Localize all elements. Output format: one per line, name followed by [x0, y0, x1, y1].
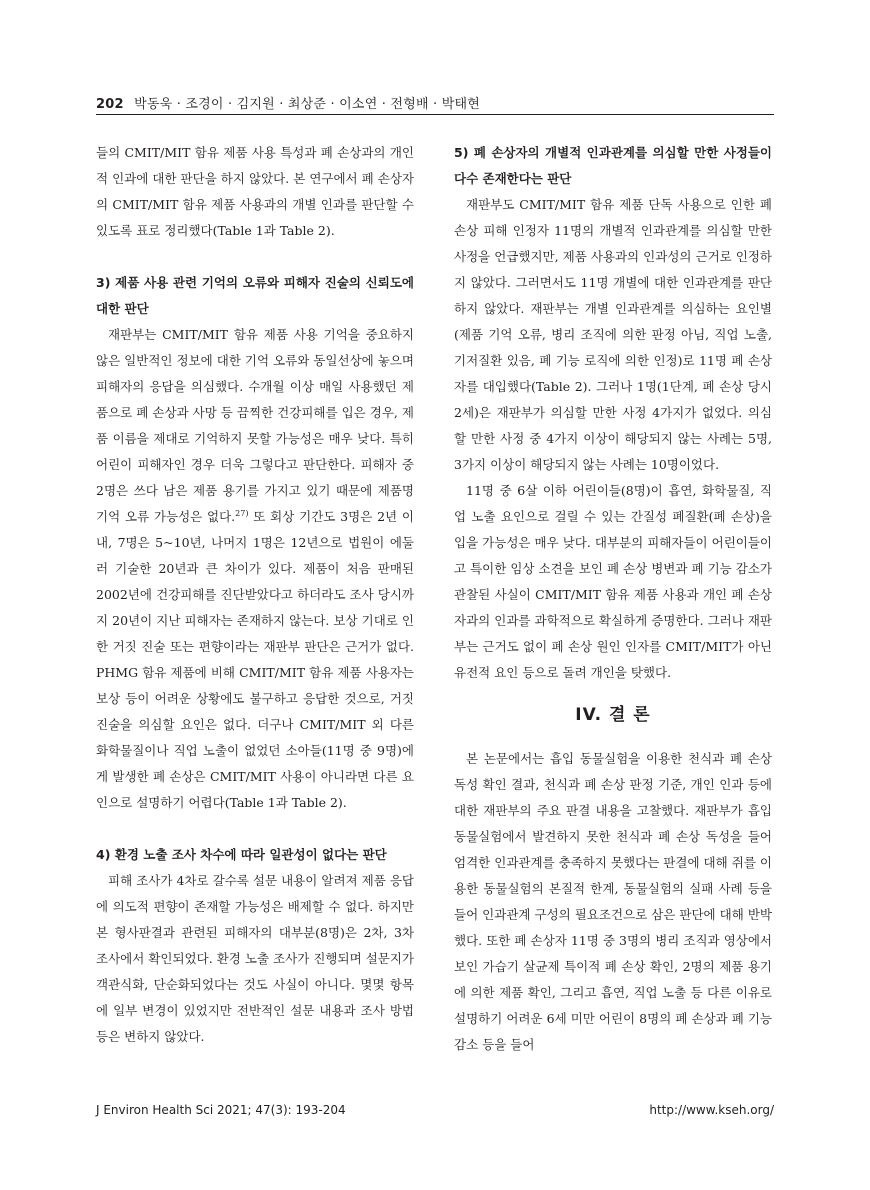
- left-column: [96, 140, 414, 1050]
- page-number: 202: [96, 97, 124, 112]
- spacer: [96, 244, 414, 270]
- section-3-paragraph: [96, 322, 414, 816]
- section-4-paragraph: 피해 조사가 4차로 갈수록 설문 내용이 알려져 제품 응답에 의도적 편향이 존재할 가능성은 배제할 수 없다. 하지만 본 형사판결과 관련된 피해자의 대부분(8명)은 2차, 3차 조사에서 확인되었다. 환경 노출 조사가 진행되며 설문지가 객관식화, 단순화되었다는 것도 사실이 아니다. 몇몇 항목에 일부 변경이 있었지만 전반적인 설문 내용과 조사 방법 등은 변하지 않았다.: [96, 873, 414, 1044]
- section-4-heading: 4) 환경 노출 조사 차수에 따라 일관성이 없다는 판단: [96, 847, 387, 862]
- chapter-heading: IV. 결 론: [575, 705, 651, 725]
- intro-paragraph: 들의 CMIT/MIT 함유 제품 사용 특성과 폐 손상과의 개인적 인과에 대한 판단을 하지 않았다. 본 연구에서 폐 손상자의 CMIT/MIT 함유 제품 사용과의 개별 인과를 판단할 수 있도록 표로 정리했다(Table 1과 Table 2).: [96, 145, 414, 238]
- reference-marker: 27): [235, 508, 249, 518]
- journal-citation: J Environ Health Sci 2021; 47(3): 193-204: [96, 1103, 346, 1117]
- section-3-text-a: 재판부는 CMIT/MIT 함유 제품 사용 기억을 중요하지 않은 일반적인 정보에 대한 기억 오류와 동일선상에 놓으며 피해자의 응답을 의심했다. 수개월 이상 매일 사용했던 제품으로 폐 손상과 사망 등 끔찍한 건강피해를 입은 경우, 제품 이름을 제대로 기억하지 못할 가능성은 매우 낮다. 특히 어린이 피해자인 경우 더욱 그렇다고 판단한다. 피해자 중 2명은 쓰다 남은 제품 용기를 가지고 있기 때문에 제품명 기억 오류 가능성은 없다.: [96, 327, 414, 524]
- section-5-heading: 5) 폐 손상자의 개별적 인과관계를 의심할 만한 사정들이 다수 존재한다는 판단: [454, 145, 772, 186]
- running-header: [96, 93, 774, 112]
- section-5-paragraph-1: 재판부도 CMIT/MIT 함유 제품 단독 사용으로 인한 폐 손상 피해 인정자 11명의 개별적 인과관계를 의심할 만한 사정을 언급했지만, 제품 사용과의 인과성의 근거로 인정하지 않았다. 그러면서도 11명 개별에 대한 인과관계를 판단하지 않았다. 재판부는 개별 인과관계를 의심하는 요인별(제품 기억 오류, 병리 조직에 의한 판정 아님, 직업 노출, 기저질환 있음, 폐 기능 로직에 의한 인정)로 11명 폐 손상자를 대입했다(Table 2). 그러나 1명(1단계, 폐 손상 당시 2세)은 재판부가 의심할 만한 사정 4가지가 없었다. 의심할 만한 사정 중 4가지 이상이 해당되지 않는 사례는 5명, 3가지 이상이 해당되지 않는 사례는 10명이었다.: [454, 197, 772, 472]
- header-divider: [96, 114, 774, 115]
- spacer: [96, 816, 414, 842]
- right-column: [454, 140, 772, 1058]
- journal-url: http://www.kseh.org/: [649, 1103, 774, 1117]
- section-3-heading: 3) 제품 사용 관련 기억의 오류와 피해자 진술의 신뢰도에 대한 판단: [96, 275, 414, 316]
- section-3-text-b: 또 회상 기간도 3명은 2년 이내, 7명은 5~10년, 나머지 1명은 12년으로 법원이 에둘러 기술한 20년과 큰 차이가 있다. 제품이 처음 판매된 2002년에 건강피해를 진단받았다고 하더라도 조사 당시까지 20년이 지난 피해자는 존재하지 않는다. 보상 기대로 인한 거짓 진술 또는 편향이라는 재판부 판단은 근거가 없다. PHMG 함유 제품에 비해 CMIT/MIT 함유 제품 사용자는 보상 등이 어려운 상황에도 불구하고 응답한 것으로, 거짓 진술을 의심할 요인은 없다. 더구나 CMIT/MIT 외 다른 화학물질이나 직업 노출이 없었던 소아들(11명 중 9명)에게 발생한 폐 손상은 CMIT/MIT 사용이 아니라면 다른 요인으로 설명하기 어렵다(Table 1과 Table 2).: [96, 509, 414, 810]
- conclusion-paragraph: 본 논문에서는 흡입 동물실험을 이용한 천식과 폐 손상 독성 확인 결과, 천식과 폐 손상 판정 기준, 개인 인과 등에 대한 재판부의 주요 판결 내용을 고찰했다. 재판부가 흡입 동물실험에서 발견하지 못한 천식과 폐 손상 독성을 들어 엄격한 인과관계를 충족하지 못했다는 판결에 대해 쥐를 이용한 동물실험의 본질적 한계, 동물실험의 실패 사례 등을 들어 인과관계 구성의 필요조건으로 삼은 판단에 대해 반박했다. 또한 폐 손상자 11명 중 3명의 병리 조직과 영상에서 보인 가습기 살균제 특이적 폐 손상 확인, 2명의 제품 용기에 의한 제품 확인, 그리고 흡연, 직업 노출 등 다른 이유로 설명하기 어려운 6세 미만 어린이 8명의 폐 손상과 폐 기능 감소 등을 들어: [454, 751, 772, 1052]
- author-list: 박동욱 · 조경이 · 김지원 · 최상준 · 이소연 · 전형배 · 박태현: [134, 97, 480, 112]
- section-5-paragraph-2: 11명 중 6살 이하 어린이들(8명)이 흡연, 화학물질, 직업 노출 요인으로 걸릴 수 있는 간질성 폐질환(폐 손상)을 입을 가능성은 매우 낮다. 대부분의 피해자들이 어린이들이고 특이한 임상 소견을 보인 폐 손상 병변과 폐 기능 감소가 관찰된 사실이 CMIT/MIT 함유 제품 사용과 개인 폐 손상자과의 인과를 과학적으로 확실하게 증명한다. 그러나 재판부는 근거도 없이 폐 손상 원인 인자를 CMIT/MIT가 아닌 유전적 요인 등으로 돌려 개인을 탓했다.: [454, 483, 772, 680]
